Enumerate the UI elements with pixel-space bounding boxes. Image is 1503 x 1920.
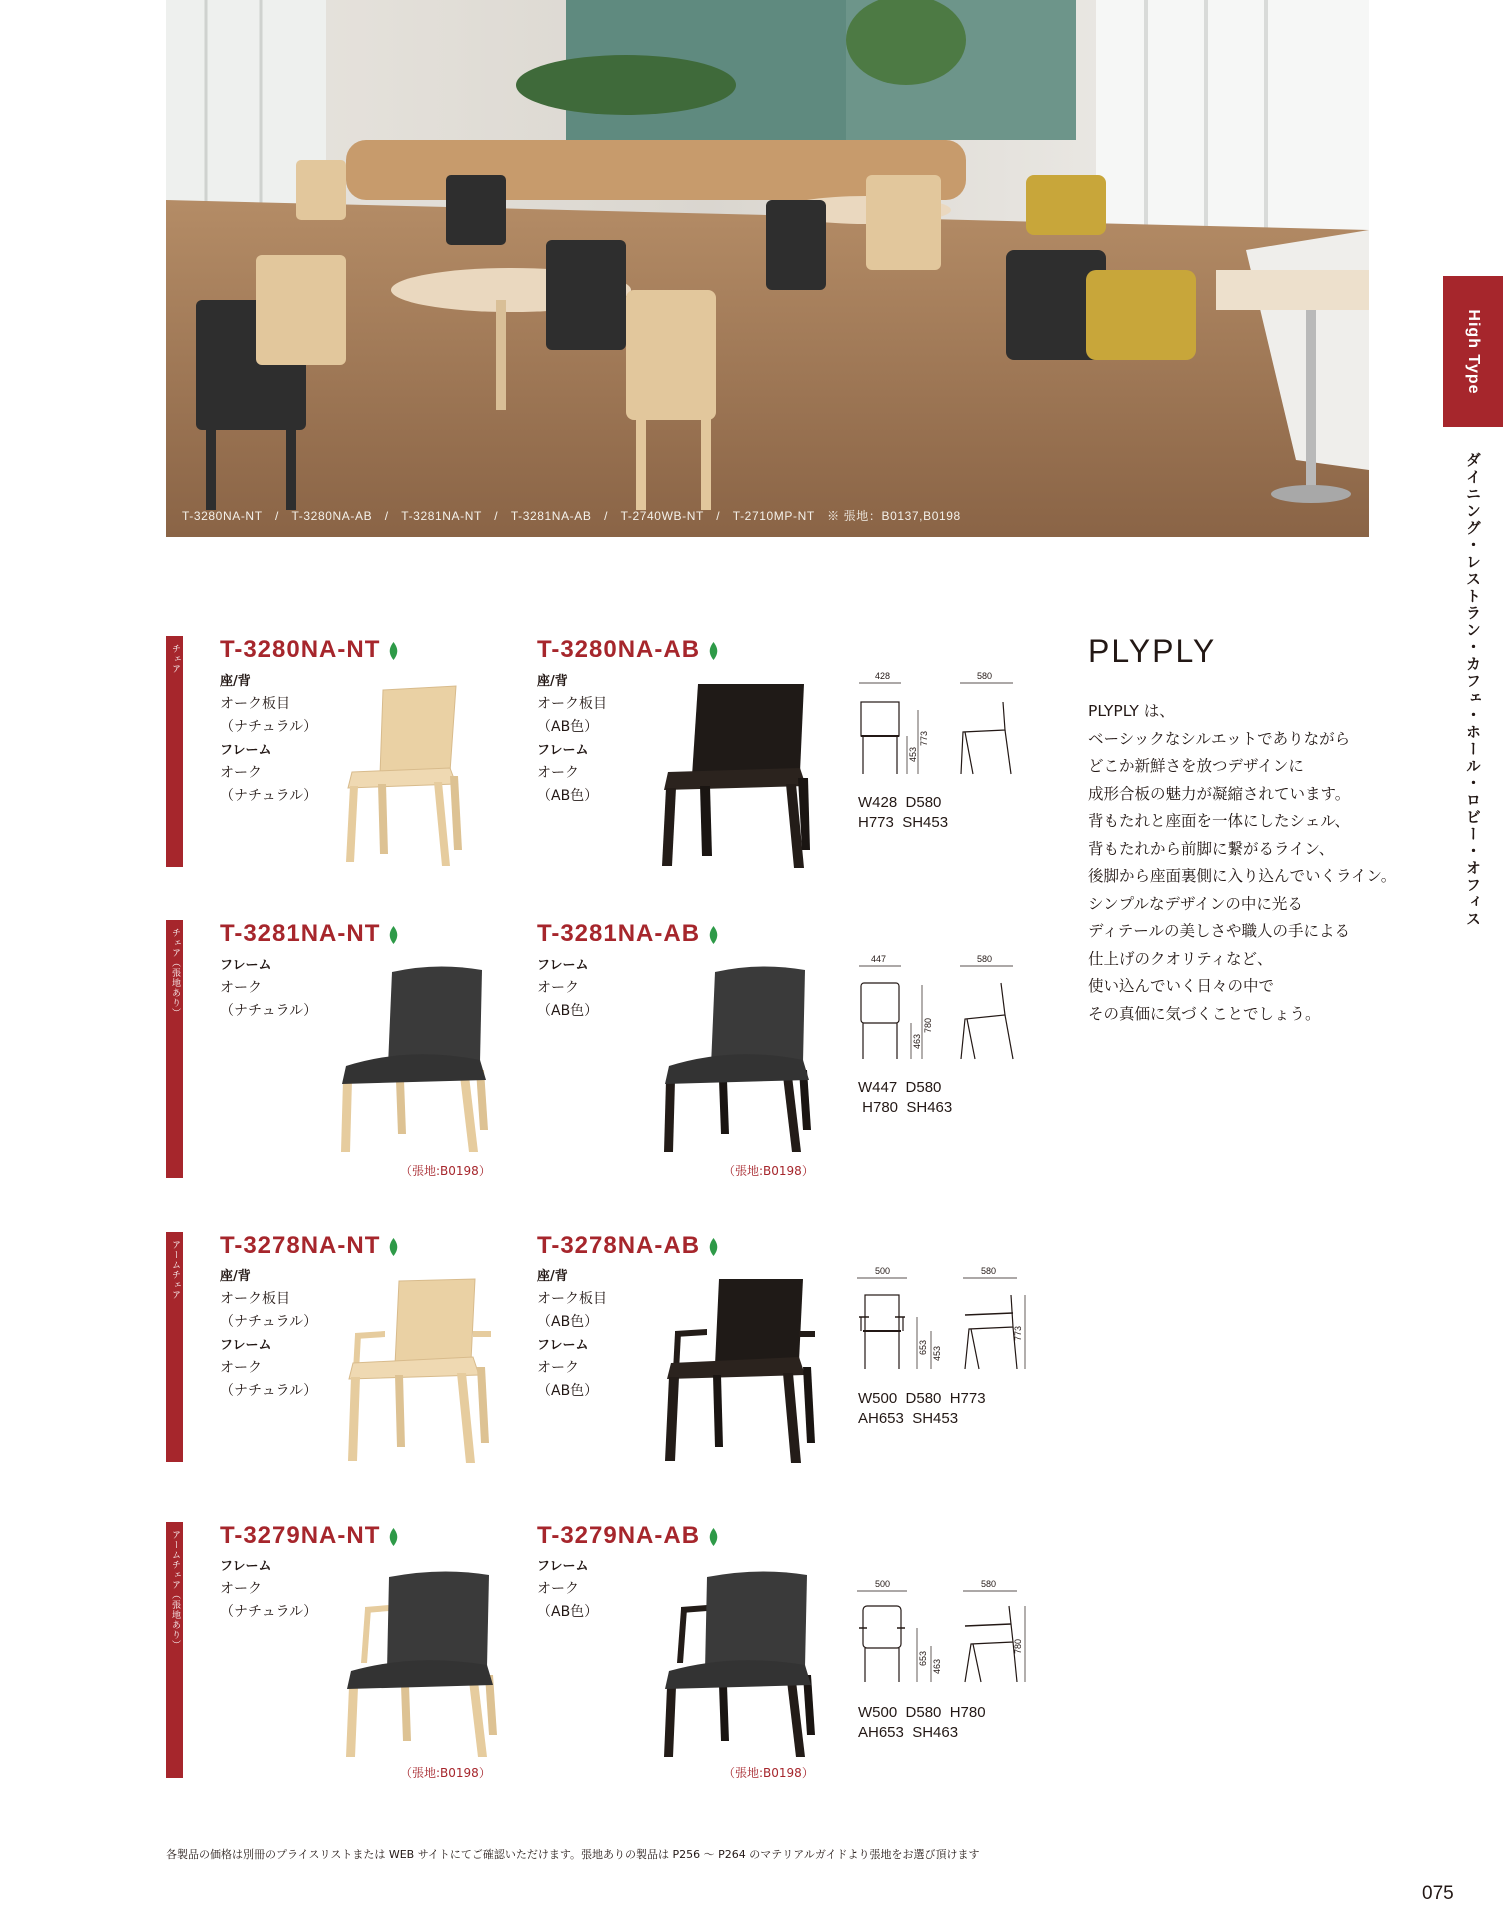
dimension-drawing [855,1265,1030,1377]
spec-value: オーク板目 [220,696,290,712]
spec-value: （AB色） [537,719,599,735]
spec-value: オーク板目 [537,696,607,712]
brand-line: ディテールの美しさや職人の手による [1088,922,1350,940]
section-category: アームチェア（張地あり） [170,1530,180,1650]
drawing-depth-label: 580 [977,671,993,681]
product-model [537,1522,719,1550]
drawing-arm-height-label: 653 [918,1339,928,1355]
spec-value: （ナチュラル） [220,1383,318,1399]
spec-heading: 座/背 [220,674,251,689]
spec-value: （ナチュラル） [220,1003,318,1019]
dimension-text: W500 D580 H773 AH653 SH453 [858,1390,986,1427]
spec-value: オーク [537,980,579,996]
spec-value: （AB色） [537,1604,599,1620]
section-category: チェア [170,644,180,674]
brand-line: 背もたれから前脚に繋がるライン、 [1088,839,1335,858]
fabric-note: （張地:B0198） [400,1766,491,1780]
model-number: T-3278NA-AB [537,1232,701,1259]
brand-line: 使い込んでいく日々の中で [1088,977,1275,995]
spec-heading: 座/背 [220,1269,251,1284]
page-number: 075 [1422,1883,1454,1904]
spec-value: （ナチュラル） [220,1604,318,1620]
spec-heading: フレーム [220,1559,272,1574]
eco-leaf-icon [388,926,399,944]
section-category: アームチェア [170,1240,180,1300]
armchair-image-natural-upholstered [345,1567,500,1757]
spec-heading: フレーム [537,1559,589,1574]
brand-line: 後脚から座面裏側に入り込んでいくライン。 [1088,867,1397,885]
drawing-seat-height-label: 453 [932,1345,942,1361]
spec-value: オーク [537,1581,579,1597]
drawing-height-label: 773 [1013,1325,1023,1341]
product-model [537,636,719,664]
product-model [537,920,719,948]
spec-value: （ナチュラル） [220,719,318,735]
dimension-drawing [855,670,1015,782]
spec-heading: フレーム [220,1338,272,1353]
product-spec [220,1265,317,1403]
spec-heading: フレーム [537,1338,589,1353]
spec-value: （AB色） [537,788,599,804]
drawing-height-label: 773 [919,730,929,746]
chair-image-ab-upholstered [663,962,813,1152]
spec-value: オーク [537,1360,579,1376]
drawing-width-label: 428 [875,671,891,681]
dimension-drawing [855,953,1015,1065]
model-number: T-3281NA-AB [537,920,701,947]
spec-value: オーク [220,1581,262,1597]
product-spec [220,670,317,808]
spec-value: オーク板目 [220,1291,290,1307]
brand-description [1088,698,1396,1028]
model-number: T-3280NA-AB [537,636,701,663]
model-number: T-3281NA-NT [220,920,381,947]
product-model [220,920,399,948]
drawing-width-label: 500 [875,1266,891,1276]
armchair-image-natural [345,1275,495,1465]
spec-value: オーク板目 [537,1291,607,1307]
armchair-image-ab [663,1275,818,1465]
eco-leaf-icon [388,1238,399,1256]
eco-leaf-icon [388,642,399,660]
drawing-seat-height-label: 453 [908,746,918,762]
drawing-depth-label: 580 [977,954,993,964]
product-model [220,1522,399,1550]
spec-value: オーク [537,765,579,781]
brand-line: どこか新鮮さを放つデザインに [1088,757,1304,775]
section-category: チェア（張地あり） [170,928,180,1018]
spec-value: （AB色） [537,1003,599,1019]
section-bar-chair-upholstered [166,920,183,1178]
spec-heading: 座/背 [537,1269,568,1284]
product-model [220,1232,399,1260]
dimension-text: W428 D580 H773 SH453 [858,794,949,831]
chair-image-natural-upholstered [340,962,490,1152]
drawing-depth-label: 580 [981,1266,997,1276]
dimension-text: W500 D580 H780 AH653 SH463 [858,1704,986,1741]
drawing-seat-height-label: 463 [932,1658,942,1674]
product-spec [537,1555,598,1624]
model-number: T-3280NA-NT [220,636,381,663]
product-spec [220,1555,317,1624]
model-number: T-3279NA-NT [220,1522,381,1549]
side-tab-label: High Type [1465,308,1482,395]
brand-line: ベーシックなシルエットでありながら [1088,729,1351,748]
section-bar-armchair [166,1232,183,1462]
side-tab-high-type[interactable] [1443,276,1503,427]
hero-caption: T-3280NA-NT / T-3280NA-AB / T-3281NA-NT / T-3281NA-AB / T-2740WB-NT / T-2710MP-NT ※ 張地：B0137,B0198 [182,509,961,523]
brand-line: その真価に気づくことでしょう。 [1088,1004,1321,1023]
model-number: T-3278NA-NT [220,1232,381,1259]
section-bar-chair [166,636,183,867]
spec-value: オーク [220,765,262,781]
fabric-note: （張地:B0198） [400,1164,491,1178]
spec-heading: 座/背 [537,674,568,689]
spec-heading: フレーム [537,743,589,758]
brand-title: PLYPLY [1088,633,1217,669]
brand-line: PLYPLY は、 [1088,702,1175,720]
dimension-drawing [855,1578,1030,1690]
hero-photo [166,0,1369,537]
spec-value: オーク [220,1360,262,1376]
section-bar-armchair-upholstered [166,1522,183,1778]
drawing-seat-height-label: 463 [912,1033,922,1049]
spec-heading: フレーム [537,958,589,973]
eco-leaf-icon [708,1528,719,1546]
dimension-text: W447 D580 H780 SH463 [858,1079,953,1116]
footnote: 各製品の価格は別冊のプライスリストまたは WEB サイトにてご確認いただけます。張地ありの製品は P256 ～ P264 のマテリアルガイドより張地をお選び頂けます [166,1848,980,1861]
product-spec [537,670,607,808]
chair-image-natural [338,680,468,870]
armchair-image-ab-upholstered [663,1567,818,1757]
brand-line: 成形合板の魅力が凝縮されています。 [1088,784,1351,803]
drawing-depth-label: 580 [981,1579,997,1589]
cafe-interior-image [166,0,1369,537]
product-spec [537,1265,607,1403]
model-number: T-3279NA-AB [537,1522,701,1549]
drawing-arm-height-label: 653 [918,1650,928,1666]
brand-line: 背もたれと座面を一体にしたシェル、 [1088,812,1350,830]
brand-line: 仕上げのクオリティなど、 [1088,949,1273,968]
spec-heading: フレーム [220,743,272,758]
eco-leaf-icon [708,1238,719,1256]
brand-line: シンプルなデザインの中に光る [1088,894,1303,913]
product-spec [537,954,598,1023]
spec-heading: フレーム [220,958,272,973]
product-spec [220,954,317,1023]
drawing-height-label: 780 [1013,1638,1023,1654]
drawing-height-label: 780 [923,1017,933,1033]
product-model [220,636,399,664]
spec-value: （AB色） [537,1314,599,1330]
eco-leaf-icon [388,1528,399,1546]
spec-value: （ナチュラル） [220,1314,318,1330]
product-model [537,1232,719,1260]
spec-value: （AB色） [537,1383,599,1399]
fabric-note: （張地:B0198） [723,1766,814,1780]
spec-value: オーク [220,980,262,996]
drawing-width-label: 500 [875,1579,891,1589]
side-category-label: ダイニング・レストラン・カフェ・ホール・ロビー・オフィス [1464,452,1482,928]
eco-leaf-icon [708,642,719,660]
chair-image-ab [662,680,812,870]
drawing-width-label: 447 [871,954,887,964]
fabric-note: （張地:B0198） [723,1164,814,1178]
eco-leaf-icon [708,926,719,944]
spec-value: （ナチュラル） [220,788,318,804]
